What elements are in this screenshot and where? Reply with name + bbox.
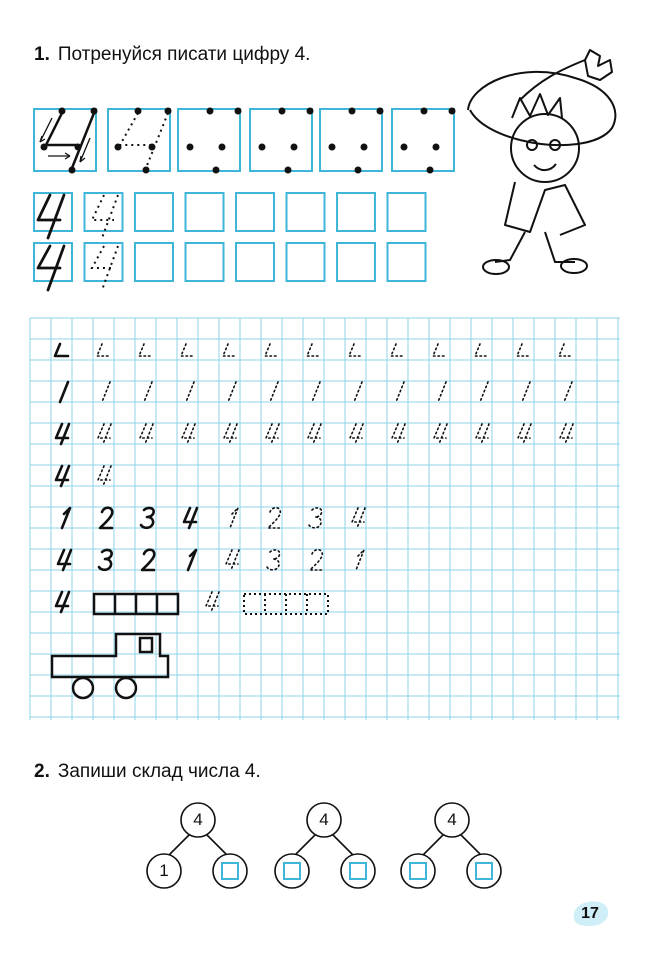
page-number: 17: [581, 905, 599, 922]
task-1-number: 1.: [34, 44, 50, 65]
tree-1-top: 4: [193, 810, 203, 829]
tree-1-left: 1: [159, 861, 169, 880]
tree-2-top: 4: [319, 810, 329, 829]
task-2-number: 2.: [34, 761, 50, 782]
task-1-text: Потренуйся писати цифру 4.: [57, 44, 311, 65]
tree-3-top: 4: [447, 810, 457, 829]
task-2-text: Запиши склад числа 4.: [57, 761, 261, 782]
